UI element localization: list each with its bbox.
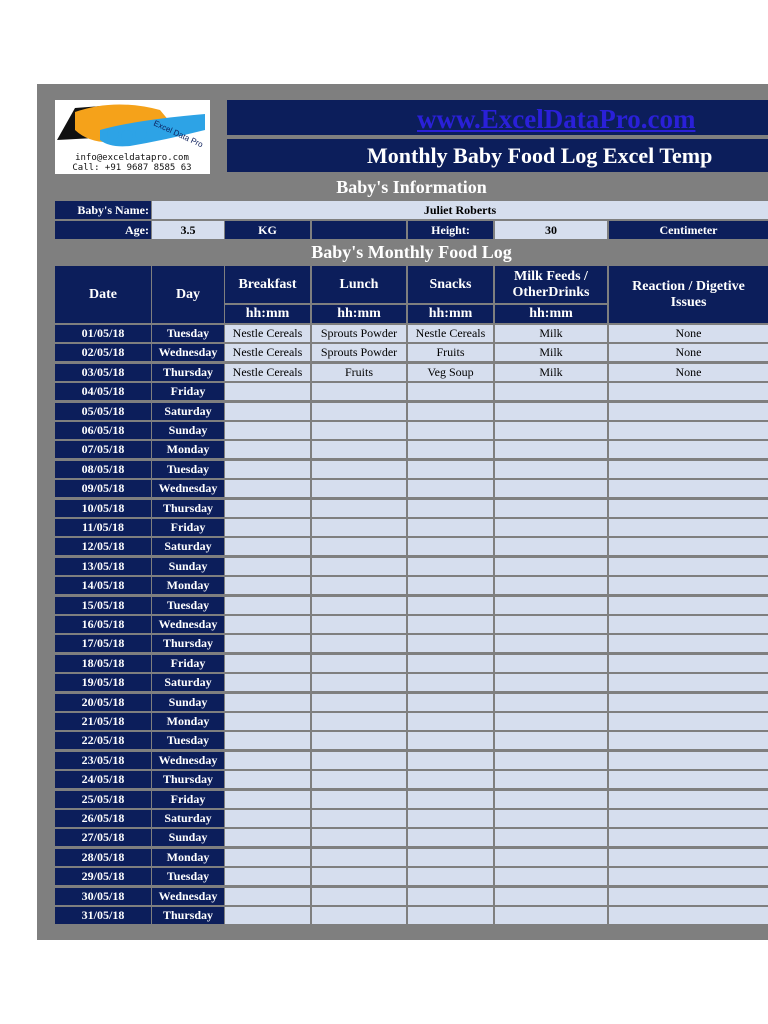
cell-lunch[interactable]: [312, 868, 406, 885]
handshake-logo-icon: [55, 100, 210, 174]
cell-day: Friday: [152, 383, 224, 400]
cell-lunch[interactable]: [312, 403, 406, 420]
cell-lunch[interactable]: [312, 538, 406, 555]
cell-snacks[interactable]: [408, 577, 493, 594]
cell-snacks[interactable]: [408, 810, 493, 827]
col-header-day: Day: [152, 266, 224, 323]
cell-milk[interactable]: Milk: [495, 344, 607, 361]
title-banner: [227, 139, 768, 172]
cell-breakfast[interactable]: [225, 403, 310, 420]
col-header-snacks: Snacks: [408, 266, 493, 303]
cell-reaction[interactable]: None: [609, 325, 768, 342]
cell-lunch[interactable]: [312, 461, 406, 478]
cell-date: 28/05/18: [55, 849, 151, 866]
cell-milk[interactable]: [495, 558, 607, 575]
cell-reaction[interactable]: [609, 752, 768, 769]
col-header-breakfast: Breakfast: [225, 266, 310, 303]
cell-snacks[interactable]: [408, 907, 493, 924]
cell-breakfast[interactable]: [225, 791, 310, 808]
cell-milk[interactable]: [495, 422, 607, 439]
cell-day: Saturday: [152, 674, 224, 691]
cell-snacks[interactable]: Nestle Cereals: [408, 325, 493, 342]
cell-snacks[interactable]: Veg Soup: [408, 364, 493, 381]
cell-day: Thursday: [152, 771, 224, 788]
cell-reaction[interactable]: [609, 597, 768, 614]
cell-breakfast[interactable]: [225, 616, 310, 633]
cell-snacks[interactable]: [408, 771, 493, 788]
cell-milk[interactable]: [495, 829, 607, 846]
cell-lunch[interactable]: [312, 810, 406, 827]
time-format-snacks: hh:mm: [408, 305, 493, 323]
cell-snacks[interactable]: [408, 635, 493, 652]
cell-day: Thursday: [152, 500, 224, 517]
contact-email: info@exceldatapro.com: [75, 153, 189, 163]
cell-breakfast[interactable]: [225, 810, 310, 827]
cell-reaction[interactable]: [609, 849, 768, 866]
cell-milk[interactable]: Milk: [495, 364, 607, 381]
cell-breakfast[interactable]: [225, 635, 310, 652]
cell-day: Saturday: [152, 810, 224, 827]
cell-snacks[interactable]: [408, 597, 493, 614]
cell-reaction[interactable]: [609, 383, 768, 400]
cell-day: Sunday: [152, 422, 224, 439]
cell-breakfast[interactable]: [225, 694, 310, 711]
cell-date: 09/05/18: [55, 480, 151, 497]
cell-milk[interactable]: [495, 868, 607, 885]
cell-lunch[interactable]: [312, 674, 406, 691]
cell-milk[interactable]: [495, 519, 607, 536]
cell-date: 20/05/18: [55, 694, 151, 711]
cell-snacks[interactable]: [408, 519, 493, 536]
cell-snacks[interactable]: [408, 616, 493, 633]
cell-breakfast[interactable]: [225, 577, 310, 594]
cell-reaction[interactable]: [609, 461, 768, 478]
cell-lunch[interactable]: [312, 616, 406, 633]
cell-reaction[interactable]: [609, 480, 768, 497]
cell-reaction[interactable]: [609, 635, 768, 652]
cell-lunch[interactable]: [312, 383, 406, 400]
cell-lunch[interactable]: [312, 422, 406, 439]
col-header-lunch: Lunch: [312, 266, 406, 303]
cell-date: 15/05/18: [55, 597, 151, 614]
cell-breakfast[interactable]: Nestle Cereals: [225, 344, 310, 361]
cell-reaction[interactable]: [609, 771, 768, 788]
cell-snacks[interactable]: [408, 868, 493, 885]
cell-reaction[interactable]: [609, 500, 768, 517]
cell-breakfast[interactable]: [225, 383, 310, 400]
cell-lunch[interactable]: [312, 829, 406, 846]
cell-lunch[interactable]: [312, 441, 406, 458]
cell-reaction[interactable]: [609, 538, 768, 555]
cell-date: 17/05/18: [55, 635, 151, 652]
cell-breakfast[interactable]: [225, 558, 310, 575]
cell-milk[interactable]: [495, 538, 607, 555]
cell-date: 14/05/18: [55, 577, 151, 594]
cell-day: Sunday: [152, 558, 224, 575]
cell-date: 02/05/18: [55, 344, 151, 361]
cell-day: Monday: [152, 849, 224, 866]
cell-milk[interactable]: [495, 791, 607, 808]
cell-day: Saturday: [152, 538, 224, 555]
cell-milk[interactable]: [495, 888, 607, 905]
cell-milk[interactable]: [495, 752, 607, 769]
cell-date: 11/05/18: [55, 519, 151, 536]
cell-milk[interactable]: [495, 500, 607, 517]
cell-lunch[interactable]: [312, 635, 406, 652]
cell-date: 25/05/18: [55, 791, 151, 808]
cell-breakfast[interactable]: [225, 422, 310, 439]
cell-milk[interactable]: [495, 597, 607, 614]
cell-milk[interactable]: [495, 771, 607, 788]
cell-lunch[interactable]: [312, 732, 406, 749]
cell-milk[interactable]: [495, 907, 607, 924]
food-log-heading: Baby's Monthly Food Log: [55, 241, 768, 263]
cell-milk[interactable]: [495, 732, 607, 749]
cell-date: 05/05/18: [55, 403, 151, 420]
age-label: Age:: [55, 221, 151, 239]
cell-breakfast[interactable]: [225, 538, 310, 555]
cell-date: 27/05/18: [55, 829, 151, 846]
time-format-lunch: hh:mm: [312, 305, 406, 323]
cell-milk[interactable]: [495, 577, 607, 594]
cell-snacks[interactable]: [408, 732, 493, 749]
cell-reaction[interactable]: None: [609, 344, 768, 361]
cell-reaction[interactable]: [609, 868, 768, 885]
cell-lunch[interactable]: [312, 849, 406, 866]
cell-day: Tuesday: [152, 597, 224, 614]
cell-reaction[interactable]: [609, 888, 768, 905]
cell-snacks[interactable]: [408, 558, 493, 575]
website-link[interactable]: www.ExcelDataPro.com: [417, 104, 696, 134]
cell-snacks[interactable]: [408, 791, 493, 808]
cell-breakfast[interactable]: [225, 849, 310, 866]
cell-breakfast[interactable]: [225, 597, 310, 614]
cell-day: Wednesday: [152, 344, 224, 361]
weight-value[interactable]: 3.5: [152, 221, 224, 239]
cell-milk[interactable]: [495, 810, 607, 827]
cell-lunch[interactable]: [312, 519, 406, 536]
baby-name-value[interactable]: Juliet Roberts: [152, 201, 768, 219]
cell-lunch[interactable]: Sprouts Powder: [312, 344, 406, 361]
company-logo: [55, 100, 210, 174]
cell-snacks[interactable]: [408, 422, 493, 439]
cell-lunch[interactable]: Fruits: [312, 364, 406, 381]
cell-reaction[interactable]: [609, 907, 768, 924]
contact-phone: Call: +91 9687 8585 63: [72, 163, 192, 173]
cell-snacks[interactable]: [408, 461, 493, 478]
cell-day: Thursday: [152, 364, 224, 381]
cell-lunch[interactable]: [312, 752, 406, 769]
cell-lunch[interactable]: [312, 480, 406, 497]
cell-day: Tuesday: [152, 461, 224, 478]
page-title: Monthly Baby Food Log Excel Temp: [367, 143, 713, 168]
website-banner: [227, 100, 768, 135]
cell-breakfast[interactable]: [225, 461, 310, 478]
cell-date: 06/05/18: [55, 422, 151, 439]
baby-name-label: Baby's Name:: [55, 201, 151, 219]
cell-snacks[interactable]: [408, 403, 493, 420]
cell-milk[interactable]: [495, 403, 607, 420]
cell-snacks[interactable]: [408, 383, 493, 400]
cell-milk[interactable]: [495, 655, 607, 672]
col-header-date: Date: [55, 266, 151, 323]
cell-day: Wednesday: [152, 480, 224, 497]
cell-date: 30/05/18: [55, 888, 151, 905]
cell-milk[interactable]: [495, 849, 607, 866]
cell-snacks[interactable]: [408, 480, 493, 497]
height-label: Height:: [408, 221, 493, 239]
cell-breakfast[interactable]: [225, 519, 310, 536]
cell-reaction[interactable]: [609, 616, 768, 633]
cell-date: 12/05/18: [55, 538, 151, 555]
cell-day: Wednesday: [152, 888, 224, 905]
cell-day: Monday: [152, 713, 224, 730]
cell-day: Tuesday: [152, 732, 224, 749]
cell-milk[interactable]: [495, 674, 607, 691]
cell-reaction[interactable]: [609, 519, 768, 536]
time-format-milk: hh:mm: [495, 305, 607, 323]
cell-lunch[interactable]: [312, 500, 406, 517]
cell-breakfast[interactable]: [225, 441, 310, 458]
cell-date: 19/05/18: [55, 674, 151, 691]
cell-reaction[interactable]: [609, 732, 768, 749]
cell-date: 18/05/18: [55, 655, 151, 672]
cell-lunch[interactable]: [312, 771, 406, 788]
cell-breakfast[interactable]: [225, 907, 310, 924]
spreadsheet-sheet: [37, 84, 768, 940]
weight-unit: KG: [225, 221, 310, 239]
cell-reaction[interactable]: [609, 810, 768, 827]
cell-breakfast[interactable]: [225, 732, 310, 749]
cell-snacks[interactable]: [408, 674, 493, 691]
cell-day: Saturday: [152, 403, 224, 420]
cell-day: Sunday: [152, 829, 224, 846]
cell-lunch[interactable]: [312, 713, 406, 730]
cell-milk[interactable]: [495, 635, 607, 652]
cell-snacks[interactable]: [408, 849, 493, 866]
cell-milk[interactable]: [495, 441, 607, 458]
cell-date: 29/05/18: [55, 868, 151, 885]
cell-date: 04/05/18: [55, 383, 151, 400]
cell-lunch[interactable]: [312, 907, 406, 924]
cell-snacks[interactable]: [408, 655, 493, 672]
cell-date: 31/05/18: [55, 907, 151, 924]
cell-breakfast[interactable]: [225, 655, 310, 672]
cell-day: Monday: [152, 577, 224, 594]
cell-milk[interactable]: [495, 461, 607, 478]
cell-date: 24/05/18: [55, 771, 151, 788]
blank-cell: [312, 221, 406, 239]
cell-date: 22/05/18: [55, 732, 151, 749]
cell-date: 10/05/18: [55, 500, 151, 517]
cell-milk[interactable]: [495, 383, 607, 400]
cell-breakfast[interactable]: Nestle Cereals: [225, 325, 310, 342]
cell-breakfast[interactable]: [225, 888, 310, 905]
baby-info-heading: Baby's Information: [55, 176, 768, 198]
cell-date: 08/05/18: [55, 461, 151, 478]
cell-breakfast[interactable]: [225, 713, 310, 730]
height-unit: Centimeter: [609, 221, 768, 239]
cell-snacks[interactable]: [408, 694, 493, 711]
cell-day: Thursday: [152, 907, 224, 924]
col-header-milk: Milk Feeds / OtherDrinks: [495, 266, 607, 303]
cell-day: Thursday: [152, 635, 224, 652]
cell-day: Wednesday: [152, 616, 224, 633]
cell-lunch[interactable]: [312, 558, 406, 575]
cell-reaction[interactable]: [609, 441, 768, 458]
cell-breakfast[interactable]: Nestle Cereals: [225, 364, 310, 381]
cell-day: Wednesday: [152, 752, 224, 769]
cell-day: Sunday: [152, 694, 224, 711]
cell-reaction[interactable]: [609, 422, 768, 439]
cell-reaction[interactable]: [609, 403, 768, 420]
cell-date: 03/05/18: [55, 364, 151, 381]
cell-breakfast[interactable]: [225, 674, 310, 691]
cell-breakfast[interactable]: [225, 500, 310, 517]
cell-day: Tuesday: [152, 868, 224, 885]
cell-milk[interactable]: Milk: [495, 325, 607, 342]
time-format-breakfast: hh:mm: [225, 305, 310, 323]
cell-lunch[interactable]: [312, 655, 406, 672]
height-value[interactable]: 30: [495, 221, 607, 239]
cell-snacks[interactable]: [408, 713, 493, 730]
cell-reaction[interactable]: [609, 577, 768, 594]
cell-lunch[interactable]: [312, 694, 406, 711]
cell-breakfast[interactable]: [225, 771, 310, 788]
cell-snacks[interactable]: Fruits: [408, 344, 493, 361]
cell-breakfast[interactable]: [225, 868, 310, 885]
cell-reaction[interactable]: [609, 829, 768, 846]
cell-day: Friday: [152, 655, 224, 672]
cell-day: Monday: [152, 441, 224, 458]
cell-day: Tuesday: [152, 325, 224, 342]
col-header-reaction: Reaction / Digetive Issues: [609, 266, 768, 323]
cell-breakfast[interactable]: [225, 752, 310, 769]
cell-breakfast[interactable]: [225, 480, 310, 497]
cell-snacks[interactable]: [408, 752, 493, 769]
cell-date: 01/05/18: [55, 325, 151, 342]
logo-brand-text: Excel Data Pro: [152, 118, 205, 150]
cell-date: 07/05/18: [55, 441, 151, 458]
cell-snacks[interactable]: [408, 888, 493, 905]
cell-date: 16/05/18: [55, 616, 151, 633]
cell-snacks[interactable]: [408, 500, 493, 517]
cell-snacks[interactable]: [408, 829, 493, 846]
cell-reaction[interactable]: [609, 674, 768, 691]
cell-reaction[interactable]: [609, 558, 768, 575]
cell-lunch[interactable]: Sprouts Powder: [312, 325, 406, 342]
cell-day: Friday: [152, 791, 224, 808]
cell-date: 26/05/18: [55, 810, 151, 827]
cell-snacks[interactable]: [408, 441, 493, 458]
cell-date: 21/05/18: [55, 713, 151, 730]
cell-reaction[interactable]: [609, 694, 768, 711]
cell-reaction[interactable]: [609, 655, 768, 672]
cell-milk[interactable]: [495, 616, 607, 633]
cell-lunch[interactable]: [312, 577, 406, 594]
cell-day: Friday: [152, 519, 224, 536]
cell-lunch[interactable]: [312, 888, 406, 905]
cell-breakfast[interactable]: [225, 829, 310, 846]
cell-lunch[interactable]: [312, 791, 406, 808]
cell-snacks[interactable]: [408, 538, 493, 555]
cell-lunch[interactable]: [312, 597, 406, 614]
cell-milk[interactable]: [495, 713, 607, 730]
cell-milk[interactable]: [495, 480, 607, 497]
cell-date: 13/05/18: [55, 558, 151, 575]
cell-reaction[interactable]: [609, 791, 768, 808]
cell-date: 23/05/18: [55, 752, 151, 769]
cell-reaction[interactable]: [609, 713, 768, 730]
cell-reaction[interactable]: None: [609, 364, 768, 381]
cell-milk[interactable]: [495, 694, 607, 711]
